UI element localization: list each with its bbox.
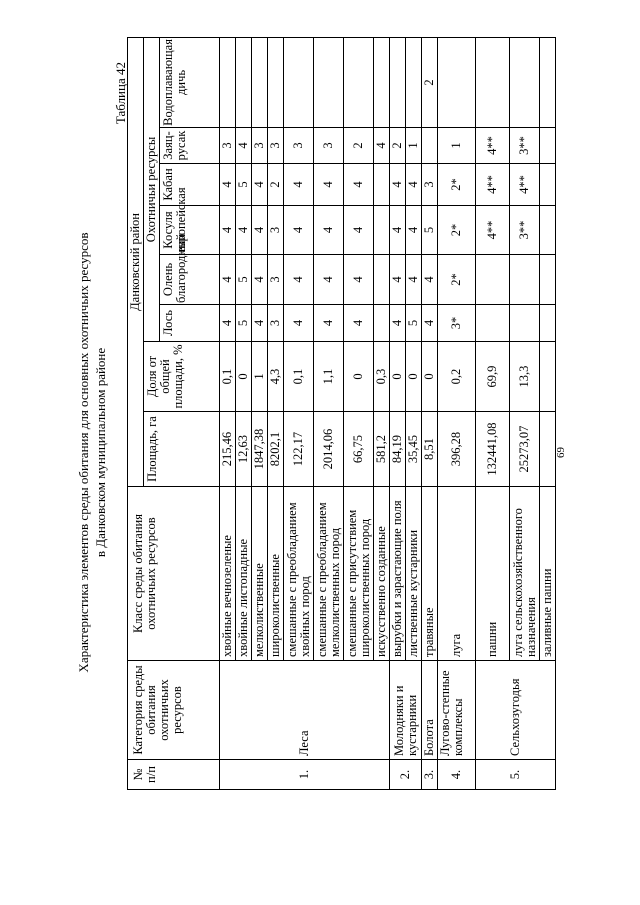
class-cell: хвойные вечнозеленые (220, 487, 236, 661)
value-cell: 4 (314, 206, 344, 255)
value-cell: 4 (252, 164, 268, 206)
header-category: Категория среды обитания охотничьих ресурсов (128, 661, 220, 760)
value-cell: 4 (314, 305, 344, 342)
value-cell: 3 (284, 128, 314, 164)
group-name: Болота (422, 661, 438, 760)
class-cell: хвойные листопадные (236, 487, 252, 661)
value-cell (284, 37, 314, 127)
value-cell: 4 (344, 305, 374, 342)
page-title: Характеристика элементов среды обитания для основных охотничьих ресурсов (76, 232, 91, 673)
header-share: Доля от общей площади, % (144, 342, 220, 412)
value-cell: 5 (236, 305, 252, 342)
value-cell: 3** (510, 206, 540, 255)
share-cell: 0 (422, 342, 438, 412)
value-cell: 4 (344, 255, 374, 305)
share-cell: 1,1 (314, 342, 344, 412)
value-cell (406, 37, 422, 127)
value-cell (510, 305, 540, 342)
value-cell: 4** (476, 128, 510, 164)
value-cell: 4 (422, 255, 438, 305)
area-cell: 1847,38 (252, 412, 268, 487)
value-cell: 4 (406, 255, 422, 305)
value-cell: 5 (422, 206, 438, 255)
value-cell: 4 (252, 305, 268, 342)
group-number: 5. (476, 760, 556, 790)
share-cell: 0 (236, 342, 252, 412)
value-cell: 4 (284, 255, 314, 305)
table-row (438, 37, 476, 789)
value-cell: 4 (314, 255, 344, 305)
class-cell: смешанные с присутствием широколиственных пород (344, 487, 374, 661)
area-cell: 132441,08 (476, 412, 510, 487)
share-cell: 0 (344, 342, 374, 412)
share-cell: 0 (390, 342, 406, 412)
value-cell: 4 (406, 206, 422, 255)
area-cell: 8202,1 (268, 412, 284, 487)
value-cell: 2 (390, 128, 406, 164)
value-cell: 4 (284, 305, 314, 342)
value-cell: 3 (268, 128, 284, 164)
value-cell (476, 37, 510, 127)
value-cell (540, 206, 556, 255)
value-cell: 2 (268, 164, 284, 206)
page-subtitle: в Данковском муниципальном районе (93, 347, 108, 558)
value-cell (540, 164, 556, 206)
value-cell: 4 (220, 255, 236, 305)
header-area: Площадь, га (144, 412, 220, 487)
share-cell: 0,1 (220, 342, 236, 412)
area-cell: 581,2 (374, 412, 390, 487)
class-cell: широколиственные (268, 487, 284, 661)
value-cell: 4 (314, 164, 344, 206)
value-cell: 4 (252, 255, 268, 305)
area-cell: 12,63 (236, 412, 252, 487)
area-cell (540, 412, 556, 487)
class-cell: пашни (476, 487, 510, 661)
class-cell: луга сельскохозяйственного назначения (510, 487, 540, 661)
share-cell: 0,3 (374, 342, 390, 412)
group-name: Молодняки и кустарники (390, 661, 422, 760)
value-cell: 4 (344, 206, 374, 255)
value-cell: 5 (236, 255, 252, 305)
table-row (422, 37, 438, 789)
value-cell: 1 (406, 128, 422, 164)
area-cell: 8,51 (422, 412, 438, 487)
class-cell: мелколиственные (252, 487, 268, 661)
value-cell: 4 (284, 164, 314, 206)
value-cell: 4** (476, 206, 510, 255)
value-cell (236, 37, 252, 127)
group-name: Сельхозугодья (476, 661, 556, 760)
value-cell (476, 255, 510, 305)
page-number: 69 (555, 447, 567, 458)
value-cell: 3 (268, 206, 284, 255)
value-cell: 2* (438, 206, 476, 255)
value-cell: 4 (236, 206, 252, 255)
class-cell: смешанные с преобладанием мелколиственных пород (314, 487, 344, 661)
class-cell: смешанные с преобладанием хвойных пород (284, 487, 314, 661)
value-cell: 4 (406, 164, 422, 206)
value-cell: 3** (510, 128, 540, 164)
value-cell (314, 37, 344, 127)
value-cell: 3 (314, 128, 344, 164)
header-district: Данковский район (128, 37, 144, 486)
share-cell: 0,2 (438, 342, 476, 412)
share-cell: 1 (252, 342, 268, 412)
value-cell (540, 128, 556, 164)
value-cell (252, 37, 268, 127)
value-cell: 4 (252, 206, 268, 255)
share-cell: 0 (406, 342, 422, 412)
value-cell (220, 37, 236, 127)
value-cell: 4 (390, 305, 406, 342)
header-species: Заяц-русак (160, 128, 220, 164)
class-cell: луга (438, 487, 476, 661)
share-cell: 4,3 (268, 342, 284, 412)
value-cell: 4 (422, 305, 438, 342)
value-cell (374, 164, 390, 206)
value-cell (510, 37, 540, 127)
value-cell: 3 (252, 128, 268, 164)
header-species: Водоплавающая дичь (160, 37, 220, 127)
value-cell: 5 (236, 164, 252, 206)
value-cell: 1 (438, 128, 476, 164)
value-cell (374, 37, 390, 127)
value-cell: 4 (220, 305, 236, 342)
value-cell (540, 305, 556, 342)
group-number: 3. (422, 760, 438, 790)
table-row (390, 37, 406, 789)
value-cell: 2* (438, 255, 476, 305)
value-cell (268, 37, 284, 127)
area-cell: 215,46 (220, 412, 236, 487)
value-cell: 4 (390, 206, 406, 255)
value-cell: 4 (284, 206, 314, 255)
value-cell: 3* (438, 305, 476, 342)
group-name: Леса (220, 661, 390, 760)
value-cell (422, 128, 438, 164)
class-cell: искусственно созданные (374, 487, 390, 661)
header-species: Косуля европейская (160, 206, 220, 255)
value-cell (344, 37, 374, 127)
value-cell: 3 (268, 255, 284, 305)
share-cell: 69,9 (476, 342, 510, 412)
value-cell: 2 (344, 128, 374, 164)
table-row (220, 37, 236, 789)
value-cell (374, 255, 390, 305)
value-cell: 4 (220, 206, 236, 255)
class-cell: заливные пашни (540, 487, 556, 661)
area-cell: 35,45 (406, 412, 422, 487)
table-row (476, 37, 510, 789)
value-cell: 3 (220, 128, 236, 164)
value-cell: 4 (390, 255, 406, 305)
value-cell (438, 37, 476, 127)
class-cell: травяные (422, 487, 438, 661)
header-resources: Охотничьи ресурсы (144, 37, 160, 341)
value-cell (476, 305, 510, 342)
header-species: Олень благородный (160, 255, 220, 305)
value-cell: 4 (220, 164, 236, 206)
value-cell: 4 (344, 164, 374, 206)
value-cell (374, 305, 390, 342)
share-cell: 13,3 (510, 342, 540, 412)
value-cell (540, 37, 556, 127)
value-cell: 5 (406, 305, 422, 342)
value-cell: 4 (390, 164, 406, 206)
value-cell: 2 (422, 37, 438, 127)
value-cell (510, 255, 540, 305)
area-cell: 2014,06 (314, 412, 344, 487)
share-cell: 0,1 (284, 342, 314, 412)
area-cell: 84,19 (390, 412, 406, 487)
value-cell: 4** (510, 164, 540, 206)
value-cell: 3 (422, 164, 438, 206)
header-class: Класс среды обитания охотничьих ресурсов (128, 487, 220, 661)
value-cell: 3 (268, 305, 284, 342)
table-label: Таблица 42 (113, 62, 128, 125)
group-name: Лугово-степные комплексы (438, 661, 476, 760)
area-cell: 122,17 (284, 412, 314, 487)
area-cell: 396,28 (438, 412, 476, 487)
value-cell: 2* (438, 164, 476, 206)
value-cell (390, 37, 406, 127)
group-number: 2. (390, 760, 422, 790)
area-cell: 25273,07 (510, 412, 540, 487)
value-cell: 4 (374, 128, 390, 164)
habitat-table (127, 37, 556, 790)
value-cell (374, 206, 390, 255)
group-number: 1. (220, 760, 390, 790)
value-cell: 4 (236, 128, 252, 164)
area-cell: 66,75 (344, 412, 374, 487)
header-species: Кабан (160, 164, 220, 206)
value-cell (540, 255, 556, 305)
value-cell: 4** (476, 164, 510, 206)
header-num: № п/п (128, 760, 220, 790)
class-cell: вырубки и зарастающие поля (390, 487, 406, 661)
group-number: 4. (438, 760, 476, 790)
share-cell (540, 342, 556, 412)
header-species: Лось (160, 305, 220, 342)
class-cell: лиственные кустарники (406, 487, 422, 661)
